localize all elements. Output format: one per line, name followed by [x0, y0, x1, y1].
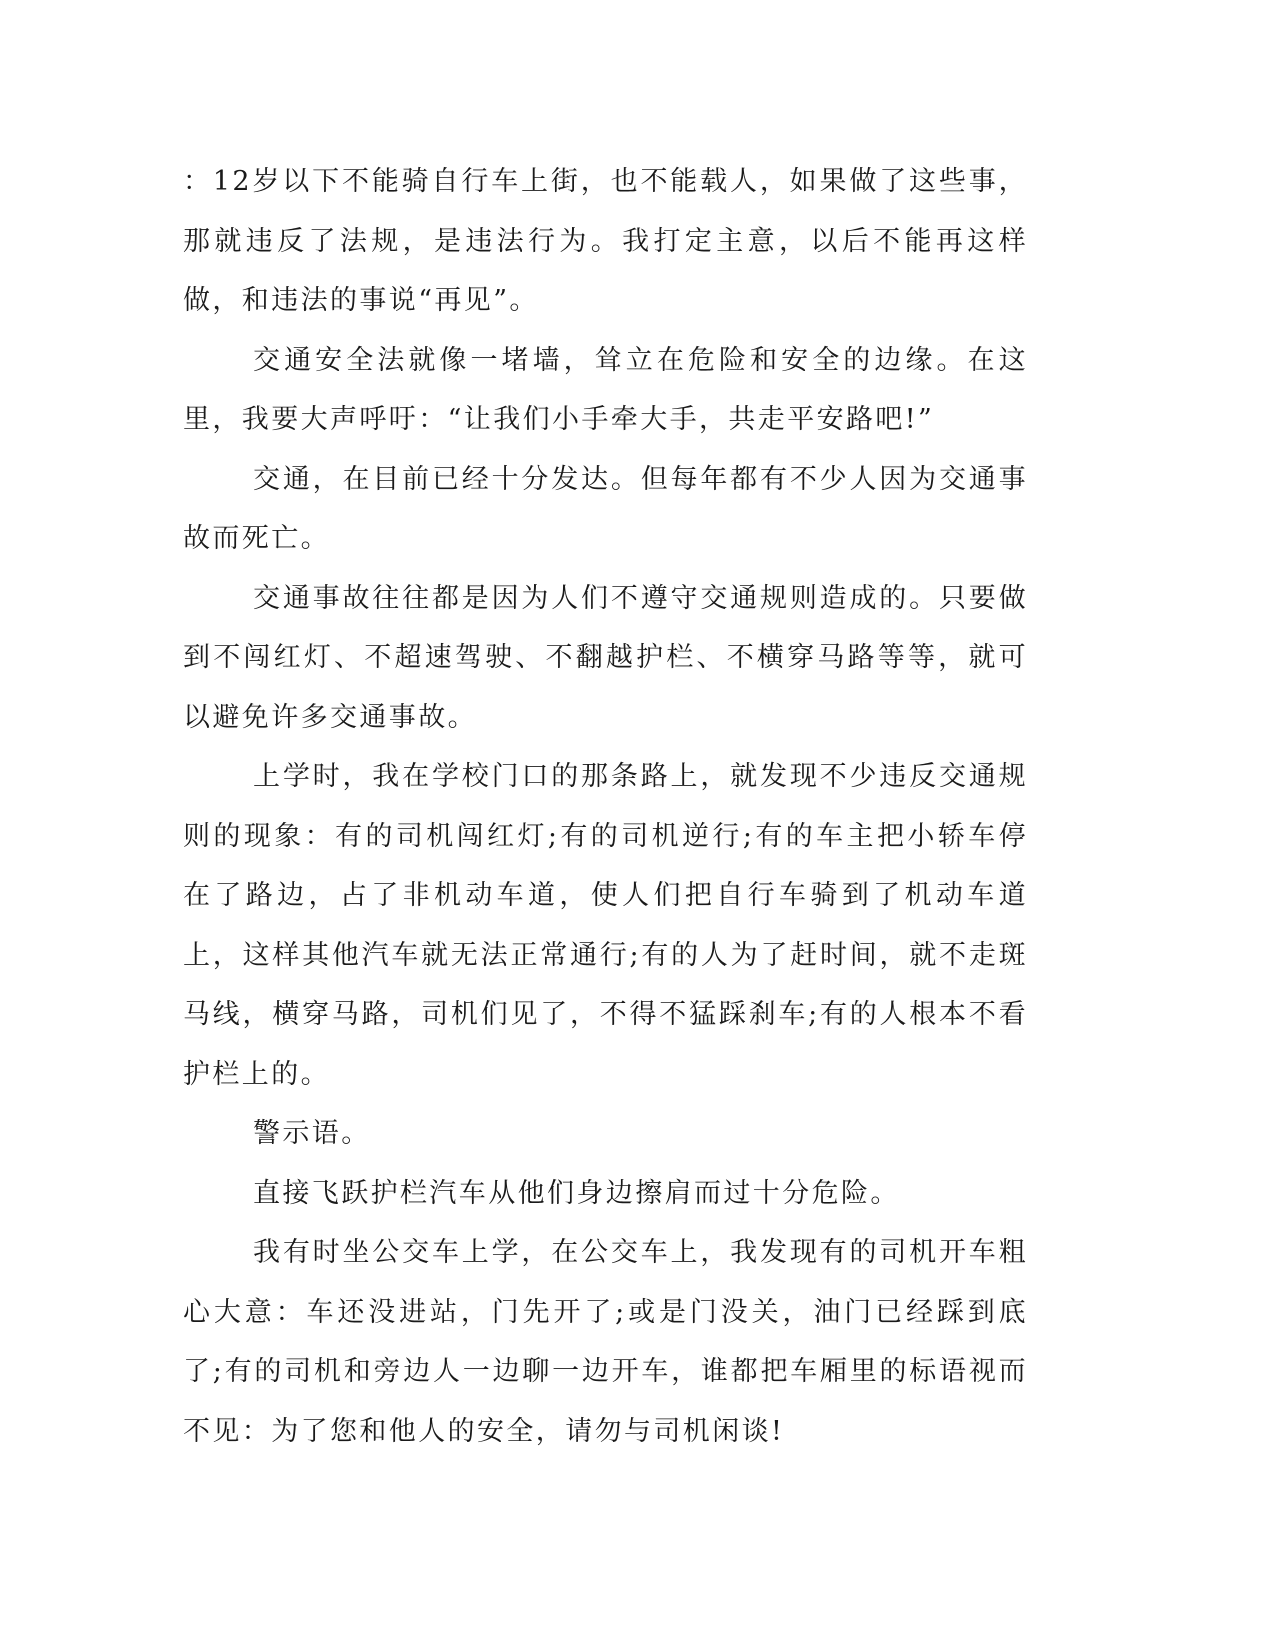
paragraph: 直接飞跃护栏汽车从他们身边擦肩而过十分危险。: [253, 1177, 900, 1209]
paragraph-continuation: ：12岁以下不能骑自行车上街，也不能载人，如果做了这些事，那就违反了法规，是违法行为。我打定主意，以后不能再这样做，和违法的事说“再见”。: [183, 166, 1028, 316]
paragraph: 交通事故往往都是因为人们不遵守交通规则造成的。只要做到不闯红灯、不超速驾驶、不翻越护栏、不横穿马路等等，就可以避免许多交通事故。: [183, 582, 1028, 733]
document-body: [183, 152, 1028, 1461]
paragraph: 我有时坐公交车上学，在公交车上，我发现有的司机开车粗心大意：车还没进站，门先开了;或是门没关，油门已经踩到底了;有的司机和旁边人一边聊一边开车，谁都把车厢里的标语视而不见：为了您和他人的安全，请勿与司机闲谈!: [183, 1237, 1028, 1447]
paragraph: 交通，在目前已经十分发达。但每年都有不少人因为交通事故而死亡。: [183, 463, 1028, 554]
paragraph: 交通安全法就像一堵墙，耸立在危险和安全的边缘。在这里，我要大声呼吁：“让我们小手牵大手，共走平安路吧!”: [183, 344, 1028, 435]
paragraph: 上学时，我在学校门口的那条路上，就发现不少违反交通规则的现象：有的司机闯红灯;有的司机逆行;有的车主把小轿车停在了路边，占了非机动车道，使人们把自行车骑到了机动车道上，这样其他汽车就无法正常通行;有的人为了赶时间，就不走斑马线，横穿马路，司机们见了，不得不猛踩刹车;有的人根本不看护栏上的。: [183, 761, 1028, 1090]
paragraph: 警示语。: [253, 1118, 371, 1149]
